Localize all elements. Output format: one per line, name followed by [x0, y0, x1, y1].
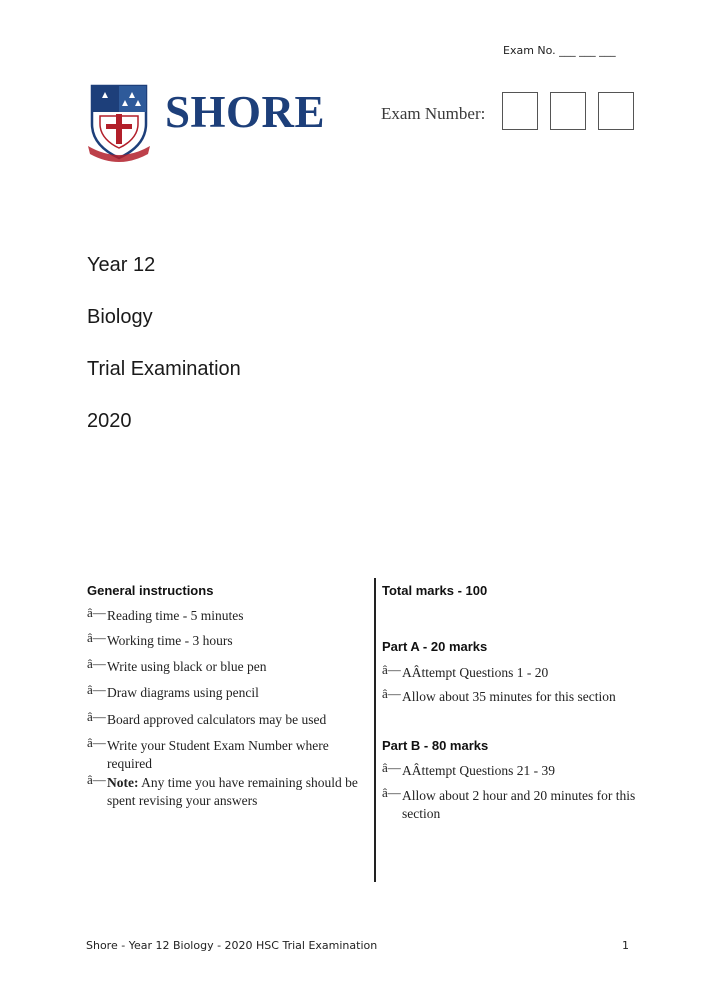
school-crest-logo [88, 84, 150, 162]
part-a-item: â— AÂttempt Questions 1 - 20 [382, 662, 549, 680]
bullet-icon: â— [382, 785, 401, 800]
exam-number-box-1[interactable] [502, 92, 538, 130]
title-year: Year 12 [87, 254, 156, 276]
bullet-icon: â— [87, 735, 106, 750]
instruction-item: â— Reading time - 5 minutes [87, 605, 244, 623]
bullet-icon: â— [87, 709, 106, 724]
note-text: Any time you have remaining should be spent revising your answers [107, 775, 358, 808]
total-marks-heading: Total marks - 100 [382, 583, 488, 598]
column-divider [374, 578, 376, 882]
title-exam-year: 2020 [87, 410, 132, 432]
bullet-icon: â— [382, 760, 401, 775]
bullet-icon: â— [382, 662, 401, 677]
part-a-item: â— Allow about 35 minutes for this section [382, 686, 616, 704]
instruction-note [87, 774, 369, 810]
school-wordmark: SHORE [165, 87, 326, 137]
page-number: 1 [622, 939, 629, 952]
instruction-item: â— Draw diagrams using pencil [87, 682, 259, 700]
exam-number-box-3[interactable] [598, 92, 634, 130]
instruction-item: â— Board approved calculators may be used [87, 709, 327, 727]
instruction-item: â— Working time - 3 hours [87, 630, 233, 648]
exam-number-box-2[interactable] [550, 92, 586, 130]
bullet-icon: â— [87, 630, 106, 645]
title-subject: Biology [87, 306, 153, 328]
part-a-heading: Part A - 20 marks [382, 639, 488, 654]
bullet-icon: â— [87, 682, 106, 697]
instruction-item: â— Write using black or blue pen [87, 656, 267, 674]
bullet-icon: â— [382, 686, 401, 701]
general-instructions-heading: General instructions [87, 583, 214, 598]
bullet-icon: â— [87, 772, 106, 787]
bullet-icon: â— [87, 656, 106, 671]
footer-text: Shore - Year 12 Biology - 2020 HSC Trial Examination [86, 939, 378, 952]
instruction-item: â— Write your Student Exam Number where required [87, 735, 329, 771]
part-b-item: â— AÂttempt Questions 21 - 39 [382, 760, 555, 778]
title-exam-type: Trial Examination [87, 358, 241, 380]
part-b-item: â— Allow about 2 hour and 20 minutes for this section [382, 785, 636, 821]
exam-no-line: Exam No. ___ ___ ___ [503, 44, 616, 57]
exam-number-label: Exam Number: [381, 104, 486, 123]
bullet-icon: â— [87, 605, 106, 620]
note-label: Note: [107, 775, 139, 790]
part-b-heading: Part B - 80 marks [382, 738, 489, 753]
